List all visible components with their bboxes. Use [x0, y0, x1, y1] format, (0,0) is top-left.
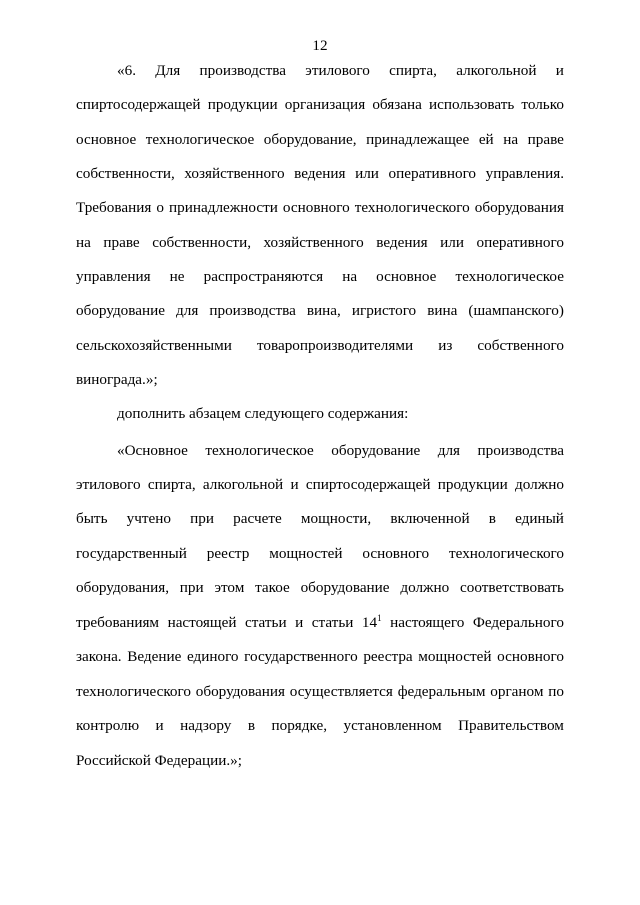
word: игристого — [351, 302, 417, 319]
word: не — [169, 268, 185, 285]
word: государственный — [76, 545, 187, 562]
word: мощности, — [300, 510, 372, 527]
paragraph-3-line-2 — [76, 476, 564, 494]
word: основное — [376, 268, 437, 285]
word: оборудование, — [263, 131, 357, 148]
word: принадлежности — [169, 199, 278, 216]
word: мощностей — [269, 545, 343, 562]
word: хозяйственного — [263, 234, 364, 251]
footnote-superscript: 1 — [377, 613, 382, 623]
word: алкогольной — [202, 476, 284, 493]
word: при — [179, 579, 204, 596]
word: технологического — [449, 545, 564, 562]
word: на — [76, 234, 91, 251]
word: продукции — [207, 96, 278, 113]
word: производства — [199, 62, 286, 79]
word: должно — [515, 476, 564, 493]
word: вина, — [306, 302, 341, 319]
paragraph-3-line-8 — [76, 683, 564, 701]
word: ведения — [376, 234, 428, 251]
paragraph-1-line-1 — [117, 62, 564, 80]
word: мощностей — [418, 648, 492, 665]
word: сельскохозяйственными — [76, 337, 232, 354]
word: технологическое — [455, 268, 564, 285]
word: принадлежащее — [366, 131, 470, 148]
word: «Основное — [117, 442, 188, 459]
word: единый — [515, 510, 564, 527]
word: порядке, — [271, 717, 328, 734]
paragraph-3-line-9 — [76, 717, 564, 735]
word: хозяйственного — [184, 165, 285, 182]
paragraph-1-line-6 — [76, 234, 564, 252]
word: спиртосодержащей — [76, 96, 201, 113]
word: обязана — [372, 96, 422, 113]
paragraph-2-line-1: дополнить абзацем следующего содержания: — [117, 405, 409, 422]
word: оперативного — [476, 234, 564, 251]
word: Ведение — [127, 648, 182, 665]
word: быть — [76, 510, 108, 527]
word: спиртосодержащей — [305, 476, 431, 493]
word: производства — [477, 442, 564, 459]
word: товаропроизводителями — [256, 337, 414, 354]
word: технологического — [354, 199, 470, 216]
paragraph-1-line-9 — [76, 337, 564, 355]
paragraph-3-line-5 — [76, 579, 564, 597]
word: осуществляется — [289, 683, 393, 700]
word: управления — [76, 268, 151, 285]
paragraph-3-line-7 — [76, 648, 564, 666]
word: и — [290, 476, 299, 493]
word: спирта, — [147, 476, 196, 493]
word: только — [521, 96, 564, 113]
word: оборудование — [331, 442, 421, 459]
word: требованиям — [76, 614, 160, 631]
word: ведения — [294, 165, 346, 182]
word: (шампанского) — [468, 302, 564, 319]
word: статьи — [311, 614, 354, 631]
paragraph-3-line-3 — [76, 510, 564, 528]
word: Для — [155, 62, 181, 79]
word: закона. — [76, 648, 122, 665]
word: контролю — [76, 717, 140, 734]
paragraph-1-line-2 — [76, 96, 564, 114]
word: организация — [284, 96, 366, 113]
paragraph-1-line-8 — [76, 302, 564, 320]
word: статьи — [244, 614, 287, 631]
word: основного — [282, 199, 350, 216]
word: или — [355, 165, 379, 182]
word: и — [295, 614, 304, 631]
word: для — [176, 302, 199, 319]
word: распространяются — [203, 268, 324, 285]
paragraph-3-line-10: Российской Федерации.»; — [76, 752, 242, 769]
word: единого — [186, 648, 239, 665]
word: Федерального — [472, 614, 564, 631]
word: технологического — [76, 683, 191, 700]
word: этилового — [305, 62, 370, 79]
paragraph-3-line-1 — [117, 442, 564, 460]
word: органом — [490, 683, 544, 700]
word: федеральным — [397, 683, 486, 700]
word: продукции — [437, 476, 508, 493]
word: по — [548, 683, 564, 700]
word: о — [156, 199, 164, 216]
word: управления. — [485, 165, 564, 182]
word: основного — [362, 545, 430, 562]
word: и — [555, 62, 564, 79]
word: расчете — [233, 510, 282, 527]
word: оперативного — [388, 165, 477, 182]
word: соответствовать — [460, 579, 564, 596]
word: учтено — [126, 510, 171, 527]
word: оборудование — [76, 302, 165, 319]
paragraph-1-line-10: винограда.»; — [76, 371, 158, 388]
word: и — [155, 717, 164, 734]
word: этом — [214, 579, 245, 596]
paragraph-3-line-6 — [76, 614, 564, 632]
paragraph-1-line-3 — [76, 131, 564, 149]
word: алкогольной — [456, 62, 537, 79]
word: технологическое — [145, 131, 255, 148]
word: собственности, — [76, 165, 175, 182]
word: государственного — [244, 648, 358, 665]
word: должно — [400, 579, 450, 596]
word: реестр — [206, 545, 250, 562]
word: ей — [478, 131, 494, 148]
word: в — [488, 510, 496, 527]
word: собственного — [477, 337, 564, 354]
word: производства — [209, 302, 296, 319]
paragraph-1-line-5 — [76, 199, 564, 217]
word: установленном — [343, 717, 442, 734]
word: настоящего — [390, 614, 465, 631]
word: Правительством — [458, 717, 564, 734]
word: реестра — [363, 648, 413, 665]
word: этилового — [76, 476, 141, 493]
word: $14^1$ — [361, 613, 382, 631]
word: оборудования, — [76, 579, 170, 596]
paragraph-1-line-4 — [76, 165, 564, 183]
word: такое — [255, 579, 290, 596]
word: праве — [103, 234, 140, 251]
word: собственности, — [152, 234, 251, 251]
page-number: 12 — [312, 37, 328, 54]
word: основного — [497, 648, 564, 665]
word: оборудования — [474, 199, 564, 216]
word: на — [503, 131, 519, 148]
word: технологическое — [205, 442, 314, 459]
word: спирта, — [389, 62, 437, 79]
word: использовать — [428, 96, 515, 113]
word: или — [440, 234, 464, 251]
word: из — [438, 337, 453, 354]
word: для — [437, 442, 461, 459]
word: в — [247, 717, 256, 734]
word: при — [190, 510, 215, 527]
word: включенной — [390, 510, 470, 527]
word: Требования — [76, 199, 152, 216]
word: на — [342, 268, 358, 285]
paragraph-1-line-7 — [76, 268, 564, 286]
word: праве — [527, 131, 564, 148]
paragraph-3-line-4 — [76, 545, 564, 563]
word: «6. — [117, 62, 136, 79]
word: вина — [427, 302, 458, 319]
word: оборудование — [300, 579, 390, 596]
word: настоящей — [167, 614, 237, 631]
word: основное — [76, 131, 137, 148]
word: надзору — [180, 717, 232, 734]
word: оборудования — [195, 683, 285, 700]
